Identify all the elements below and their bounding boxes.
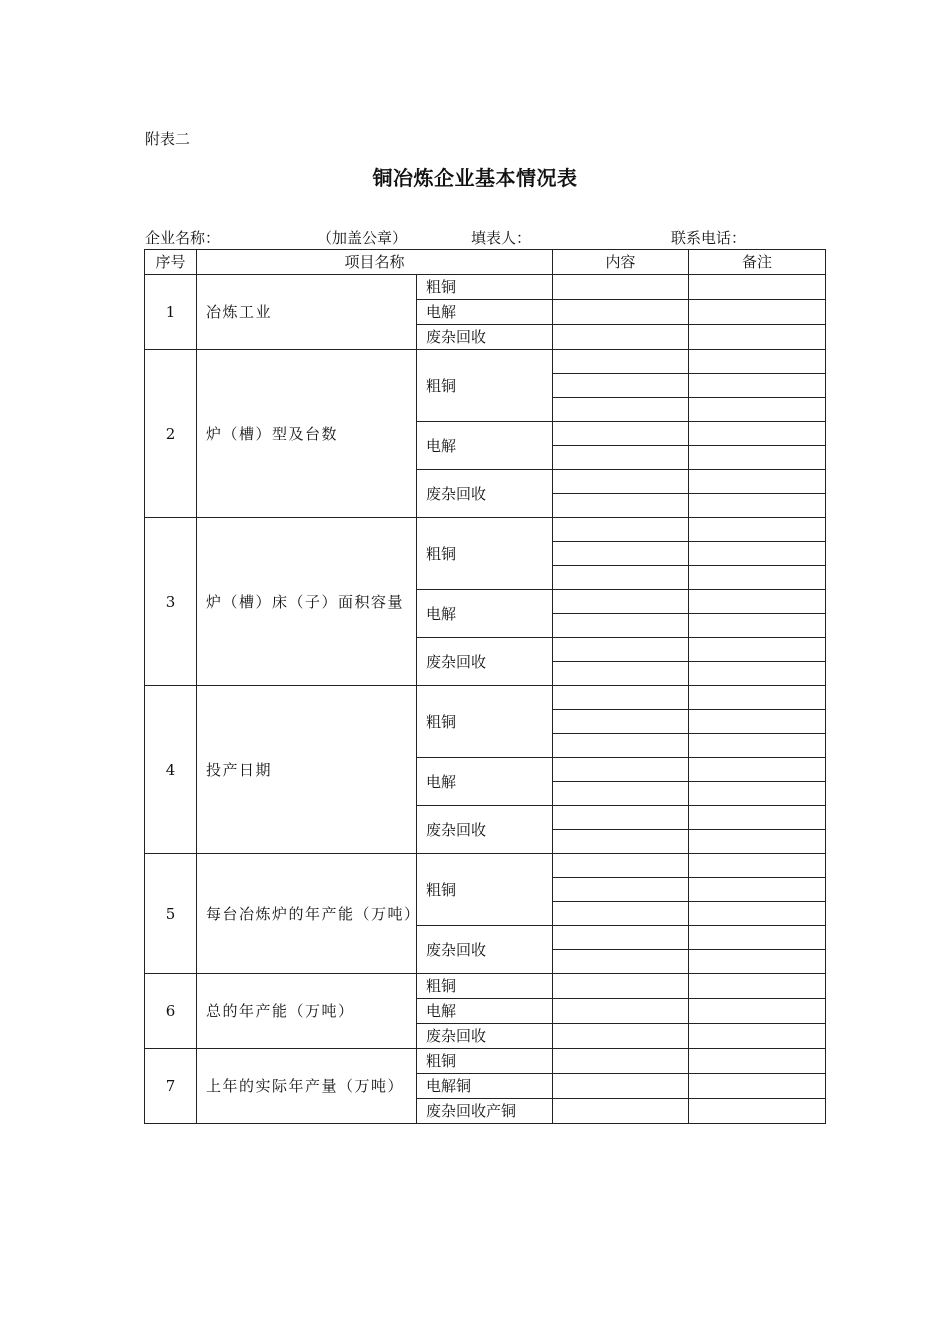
content-cell[interactable] xyxy=(553,494,689,518)
content-cell[interactable] xyxy=(553,878,689,902)
section-item-name: 炉（槽）型及台数 xyxy=(197,350,417,518)
content-cell[interactable] xyxy=(553,518,689,542)
sub-item-label: 废杂回收 xyxy=(417,638,553,686)
remark-cell[interactable] xyxy=(689,422,826,446)
content-cell[interactable] xyxy=(553,638,689,662)
content-cell[interactable] xyxy=(553,374,689,398)
sub-item-label: 废杂回收 xyxy=(417,325,553,350)
section-item-name: 冶炼工业 xyxy=(197,275,417,350)
content-cell[interactable] xyxy=(553,974,689,999)
content-cell[interactable] xyxy=(553,854,689,878)
content-cell[interactable] xyxy=(553,710,689,734)
content-cell[interactable] xyxy=(553,398,689,422)
sub-item-label: 电解 xyxy=(417,999,553,1024)
form-title: 铜冶炼企业基本情况表 xyxy=(372,166,578,190)
remark-cell[interactable] xyxy=(689,806,826,830)
content-cell[interactable] xyxy=(553,470,689,494)
table-row xyxy=(145,686,826,710)
section-item-name: 投产日期 xyxy=(197,686,417,854)
remark-cell[interactable] xyxy=(689,446,826,470)
remark-cell[interactable] xyxy=(689,614,826,638)
section-number: 2 xyxy=(145,350,197,518)
remark-cell[interactable] xyxy=(689,494,826,518)
content-cell[interactable] xyxy=(553,614,689,638)
table-row xyxy=(145,1049,826,1074)
content-cell[interactable] xyxy=(553,422,689,446)
sub-item-label: 粗铜 xyxy=(417,854,553,926)
remark-cell[interactable] xyxy=(689,1099,826,1124)
content-cell[interactable] xyxy=(553,1024,689,1049)
remark-cell[interactable] xyxy=(689,830,826,854)
remark-cell[interactable] xyxy=(689,710,826,734)
content-cell[interactable] xyxy=(553,446,689,470)
seal-note: （加盖公章） xyxy=(317,229,408,247)
table-row xyxy=(145,974,826,999)
content-cell[interactable] xyxy=(553,590,689,614)
content-cell[interactable] xyxy=(553,782,689,806)
remark-cell[interactable] xyxy=(689,590,826,614)
content-cell[interactable] xyxy=(553,1074,689,1099)
remark-cell[interactable] xyxy=(689,686,826,710)
remark-cell[interactable] xyxy=(689,350,826,374)
content-cell[interactable] xyxy=(553,686,689,710)
sub-item-label: 废杂回收产铜 xyxy=(417,1099,553,1124)
enterprise-info-table xyxy=(144,249,826,1124)
header-content: 内容 xyxy=(553,250,689,275)
content-cell[interactable] xyxy=(553,350,689,374)
sub-item-label: 粗铜 xyxy=(417,1049,553,1074)
content-cell[interactable] xyxy=(553,662,689,686)
table-row xyxy=(145,854,826,878)
remark-cell[interactable] xyxy=(689,902,826,926)
remark-cell[interactable] xyxy=(689,878,826,902)
section-item-name: 每台冶炼炉的年产能（万吨） xyxy=(197,854,417,974)
table-header-row xyxy=(145,250,826,275)
content-cell[interactable] xyxy=(553,300,689,325)
content-cell[interactable] xyxy=(553,734,689,758)
section-number: 5 xyxy=(145,854,197,974)
remark-cell[interactable] xyxy=(689,518,826,542)
section-number: 3 xyxy=(145,518,197,686)
content-cell[interactable] xyxy=(553,1099,689,1124)
content-cell[interactable] xyxy=(553,806,689,830)
section-item-name: 上年的实际年产量（万吨） xyxy=(197,1049,417,1124)
remark-cell[interactable] xyxy=(689,1024,826,1049)
remark-cell[interactable] xyxy=(689,470,826,494)
content-cell[interactable] xyxy=(553,758,689,782)
content-cell[interactable] xyxy=(553,830,689,854)
sub-item-label: 废杂回收 xyxy=(417,806,553,854)
header-remark: 备注 xyxy=(689,250,826,275)
remark-cell[interactable] xyxy=(689,734,826,758)
sub-item-label: 粗铜 xyxy=(417,518,553,590)
remark-cell[interactable] xyxy=(689,662,826,686)
remark-cell[interactable] xyxy=(689,999,826,1024)
sub-item-label: 废杂回收 xyxy=(417,926,553,974)
sub-item-label: 粗铜 xyxy=(417,275,553,300)
section-item-name: 炉（槽）床（子）面积容量 xyxy=(197,518,417,686)
company-name-label: 企业名称： xyxy=(145,229,221,247)
content-cell[interactable] xyxy=(553,325,689,350)
table-row xyxy=(145,350,826,374)
remark-cell[interactable] xyxy=(689,638,826,662)
table-row xyxy=(145,518,826,542)
remark-cell[interactable] xyxy=(689,566,826,590)
remark-cell[interactable] xyxy=(689,758,826,782)
section-item-name: 总的年产能（万吨） xyxy=(197,974,417,1049)
remark-cell[interactable] xyxy=(689,950,826,974)
sub-item-label: 电解 xyxy=(417,758,553,806)
remark-cell[interactable] xyxy=(689,398,826,422)
sub-item-label: 粗铜 xyxy=(417,974,553,999)
sub-item-label: 电解 xyxy=(417,300,553,325)
content-cell[interactable] xyxy=(553,542,689,566)
remark-cell[interactable] xyxy=(689,542,826,566)
header-item-name: 项目名称 xyxy=(197,250,553,275)
remark-cell[interactable] xyxy=(689,325,826,350)
appendix-label: 附表二 xyxy=(145,130,191,148)
content-cell[interactable] xyxy=(553,902,689,926)
header-seq: 序号 xyxy=(145,250,197,275)
section-number: 4 xyxy=(145,686,197,854)
content-cell[interactable] xyxy=(553,1049,689,1074)
sub-item-label: 电解 xyxy=(417,590,553,638)
content-cell[interactable] xyxy=(553,926,689,950)
remark-cell[interactable] xyxy=(689,374,826,398)
remark-cell[interactable] xyxy=(689,275,826,300)
content-cell[interactable] xyxy=(553,275,689,300)
sub-item-label: 废杂回收 xyxy=(417,1024,553,1049)
remark-cell[interactable] xyxy=(689,782,826,806)
content-cell[interactable] xyxy=(553,566,689,590)
remark-cell[interactable] xyxy=(689,974,826,999)
table-row xyxy=(145,275,826,300)
content-cell[interactable] xyxy=(553,950,689,974)
sub-item-label: 电解铜 xyxy=(417,1074,553,1099)
remark-cell[interactable] xyxy=(689,926,826,950)
sub-item-label: 粗铜 xyxy=(417,350,553,422)
sub-item-label: 粗铜 xyxy=(417,686,553,758)
remark-cell[interactable] xyxy=(689,1049,826,1074)
form-meta-row xyxy=(145,227,825,247)
phone-label: 联系电话： xyxy=(671,229,747,247)
remark-cell[interactable] xyxy=(689,300,826,325)
section-number: 1 xyxy=(145,275,197,350)
remark-cell[interactable] xyxy=(689,1074,826,1099)
content-cell[interactable] xyxy=(553,999,689,1024)
section-number: 7 xyxy=(145,1049,197,1124)
filler-label: 填表人： xyxy=(471,229,532,247)
sub-item-label: 电解 xyxy=(417,422,553,470)
sub-item-label: 废杂回收 xyxy=(417,470,553,518)
remark-cell[interactable] xyxy=(689,854,826,878)
section-number: 6 xyxy=(145,974,197,1049)
